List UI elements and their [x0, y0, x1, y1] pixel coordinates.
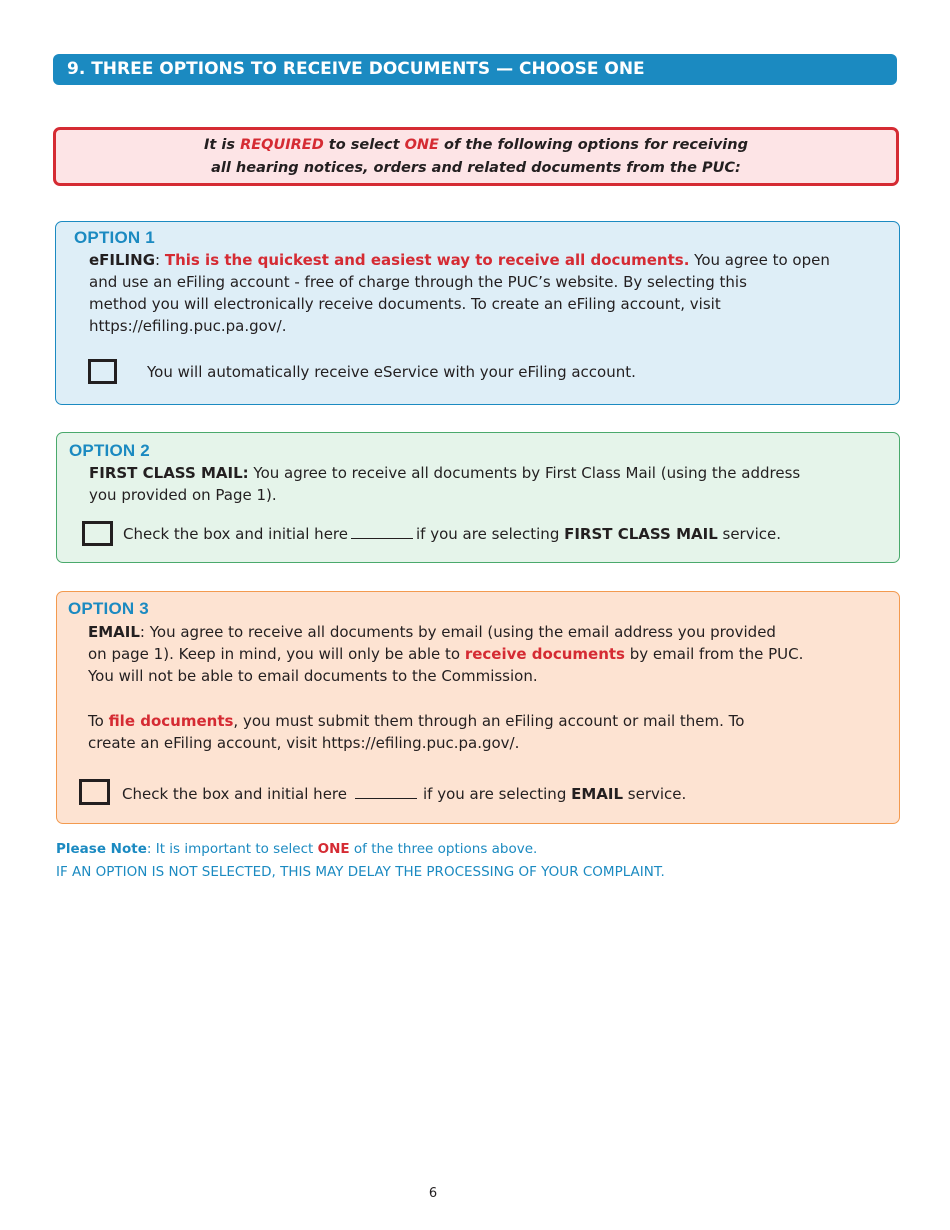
page-number: 6	[428, 1186, 438, 1201]
option-3-initial-blank[interactable]	[355, 784, 417, 799]
warning-line: IF AN OPTION IS NOT SELECTED, THIS MAY DELAY THE PROCESSING OF YOUR COMPLAINT.	[56, 864, 665, 880]
option-3-box	[56, 591, 900, 824]
required-word: REQUIRED	[240, 137, 324, 153]
option-3-checkbox[interactable]	[79, 779, 110, 805]
option-1-title: OPTION 1	[74, 228, 155, 247]
required-line-1: It is REQUIRED to select ONE of the following options for receiving	[204, 137, 748, 153]
option-2-title: OPTION 2	[69, 441, 150, 460]
option-1-label: eFILING	[89, 251, 156, 269]
option-1-check-text: You will automatically receive eService with your eFiling account.	[147, 363, 636, 381]
required-line-2: all hearing notices, orders and related documents from the PUC:	[211, 160, 741, 176]
option-2-label: FIRST CLASS MAIL:	[89, 464, 249, 482]
required-notice	[53, 127, 899, 186]
option-1-body: eFILING: This is the quickest and easiest way to receive all documents. You agree to open and use an eFiling account - free of charge through the PUC’s website. By selecting this method you will electronically receive documents. To create an eFiling account, visit https://efiling.puc.pa.gov/.	[89, 251, 830, 335]
option-1-box	[55, 221, 900, 405]
option-3-title: OPTION 3	[68, 599, 149, 618]
option-2-initial-blank[interactable]	[351, 524, 413, 539]
option-2-checkbox[interactable]	[82, 521, 113, 546]
option-3-check-line: Check the box and initial here if you are selecting EMAIL service.	[122, 785, 687, 803]
option-2-body: FIRST CLASS MAIL: You agree to receive all documents by First Class Mail (using the address you provided on Page 1).	[89, 464, 801, 504]
option-2-check-line: Check the box and initial here if you are selecting FIRST CLASS MAIL service.	[123, 525, 782, 543]
please-note: Please Note: It is important to select ONE of the three options above.	[56, 841, 538, 857]
option-3-body: EMAIL: You agree to receive all documents by email (using the email address you provided on page 1). Keep in mind, you will only be able to receive documents by email from the PUC. You will not be able to email documents to the Commission. To file documents, you must submit them through an eFiling account or mail them. To create an eFiling account, visit https://efiling.puc.pa.gov/.	[88, 623, 804, 752]
please-note-label: Please Note	[56, 841, 147, 857]
option-1-checkbox[interactable]	[88, 359, 117, 384]
one-word: ONE	[404, 137, 439, 153]
option-1-highlight: This is the quickest and easiest way to receive all documents.	[164, 251, 690, 269]
option-3-label: EMAIL	[88, 623, 140, 641]
option-2-box	[56, 432, 900, 563]
section-header: 9. THREE OPTIONS TO RECEIVE DOCUMENTS — CHOOSE ONE	[53, 54, 897, 85]
